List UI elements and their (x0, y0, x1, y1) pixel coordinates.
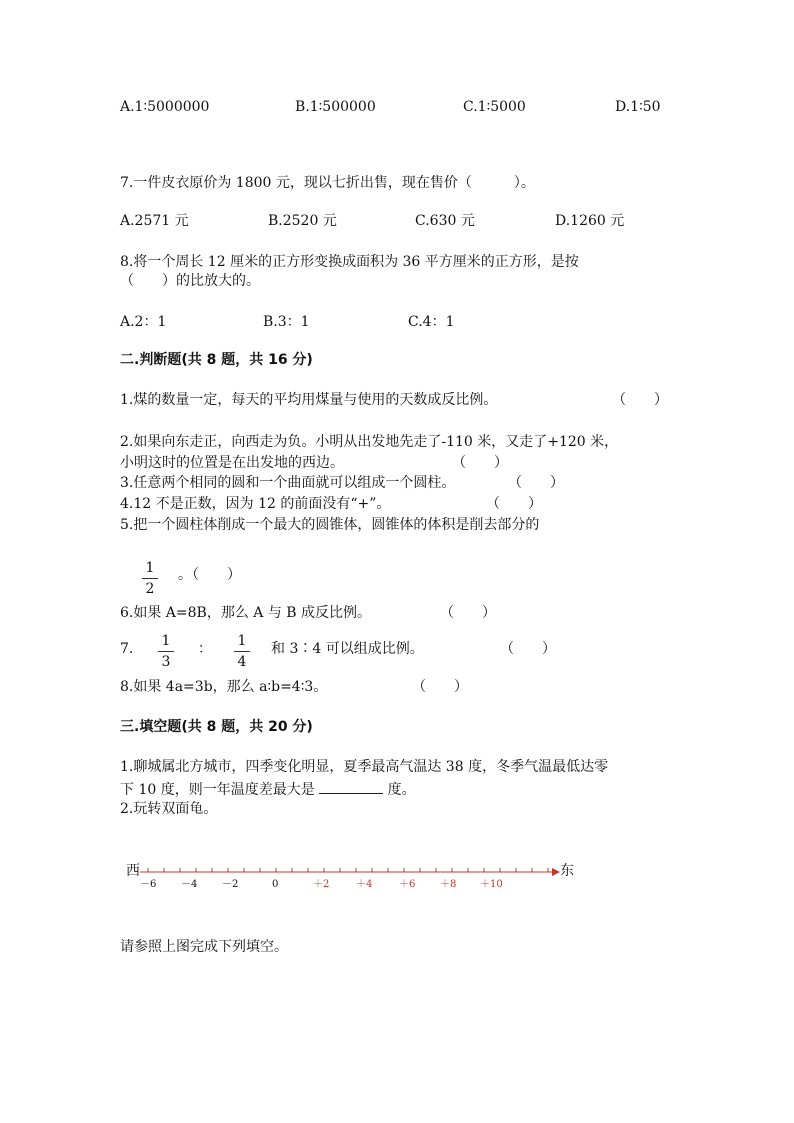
number-line-label: ＋10 (480, 879, 503, 890)
number-line-label: －2 (222, 879, 239, 890)
judge-item-5: 5.把一个圆柱体削成一个最大的圆锥体，圆锥体的体积是削去部分的 (120, 517, 540, 533)
fill-q1-line2 (120, 779, 416, 799)
judge-item-2: 2.如果向东走正，向西走为负。小明从出发地先走了-110 米，又走了+120 米， (120, 434, 619, 450)
q6-option-d: D.1∶50 (615, 99, 661, 115)
judge-item-5-fraction (142, 560, 158, 597)
judge-item-7-colon: ： (198, 641, 212, 657)
number-line-label: －4 (181, 879, 198, 890)
numberline-west-label: 西 (126, 863, 140, 879)
fraction-denominator: 2 (145, 581, 155, 597)
number-line-label: 0 (272, 879, 279, 890)
fill-q1-line2-text: 下 10 度，则一年温度差最大是 (120, 782, 315, 798)
number-line-arrow (552, 868, 560, 876)
judge-item-8: 8.如果 4a=3b，那么 a∶b=4∶3。 (120, 679, 328, 695)
q7-option-a: A.2571 元 (120, 213, 189, 229)
fill-q1-line2-suffix: 度。 (387, 782, 416, 798)
judge-item-5-tail: 。（ ） (178, 567, 241, 583)
fraction-numerator: 1 (145, 560, 155, 576)
fill-q2-instruction: 请参照上图完成下列填空。 (120, 939, 288, 955)
q8-option-c: C.4：1 (408, 314, 455, 330)
q7-option-d: D.1260 元 (555, 213, 625, 229)
fraction-bar (234, 651, 250, 652)
judge-item-3: 3.任意两个相同的圆和一个曲面就可以组成一个圆柱。 (120, 475, 456, 491)
q8-stem-line1: 8.将一个周长 12 厘米的正方形变换成面积为 36 平方厘米的正方形，是按 (120, 254, 579, 270)
number-line-label: ＋8 (440, 879, 457, 890)
q6-option-a: A.1∶5000000 (120, 99, 210, 115)
section3-title: 三.填空题(共 8 题，共 20 分) (120, 719, 313, 735)
number-line-label: ＋4 (356, 879, 373, 890)
judge-item-6: 6.如果 A=8B，那么 A 与 B 成反比例。 (120, 605, 372, 621)
number-line-label: ＋6 (399, 879, 416, 890)
judge-item-7-tail: 和 3∶4 可以组成比例。 (271, 641, 424, 657)
judge-item-1: 1.煤的数量一定，每天的平均用煤量与使用的天数成反比例。 (120, 392, 498, 408)
fraction-numerator: 1 (237, 633, 247, 649)
fraction-bar (158, 651, 174, 652)
number-line-label: ＋2 (313, 879, 330, 890)
judge-item-2-paren: （ ） (452, 455, 508, 471)
number-line-label: －6 (140, 879, 157, 890)
fill-q1-line1: 1.聊城属北方城市，四季变化明显，夏季最高气温达 38 度，冬季气温最低达零 (120, 759, 609, 775)
judge-item-4-paren: （ ） (486, 496, 542, 512)
section2-title: 二.判断题(共 8 题，共 16 分) (120, 352, 313, 368)
number-line (0, 856, 794, 896)
judge-item-7-number: 7. (120, 641, 134, 657)
judge-item-7-fraction-2 (234, 633, 250, 670)
q7-option-b: B.2520 元 (268, 213, 337, 229)
q6-option-c: C.1∶5000 (463, 99, 526, 115)
fraction-denominator: 3 (161, 654, 171, 670)
q7-option-c: C.630 元 (415, 213, 475, 229)
q7-stem: 7.一件皮衣原价为 1800 元，现以七折出售，现在售价（ ）。 (120, 175, 535, 191)
fill-q2: 2.玩转双面龟。 (120, 801, 218, 817)
judge-item-2-line2: 小明这时的位置是在出发地的西边。 (120, 455, 344, 471)
judge-item-7-paren: （ ） (500, 641, 556, 657)
q8-stem-line2: （ ）的比放大的。 (120, 273, 260, 289)
answer-blank[interactable] (319, 779, 383, 794)
q6-option-b: B.1∶500000 (295, 99, 376, 115)
judge-item-7-fraction-1 (158, 633, 174, 670)
fraction-bar (142, 578, 158, 579)
judge-item-8-paren: （ ） (412, 679, 468, 695)
judge-item-3-paren: （ ） (508, 475, 564, 491)
numberline-east-label: 东 (560, 863, 574, 879)
judge-item-1-paren: （ ） (612, 392, 668, 408)
judge-item-6-paren: （ ） (440, 605, 496, 621)
q8-option-a: A.2：1 (120, 314, 167, 330)
q8-option-b: B.3：1 (263, 314, 310, 330)
fraction-denominator: 4 (237, 654, 247, 670)
fraction-numerator: 1 (161, 633, 171, 649)
judge-item-4: 4.12 不是正数，因为 12 的前面没有“+”。 (120, 496, 391, 512)
